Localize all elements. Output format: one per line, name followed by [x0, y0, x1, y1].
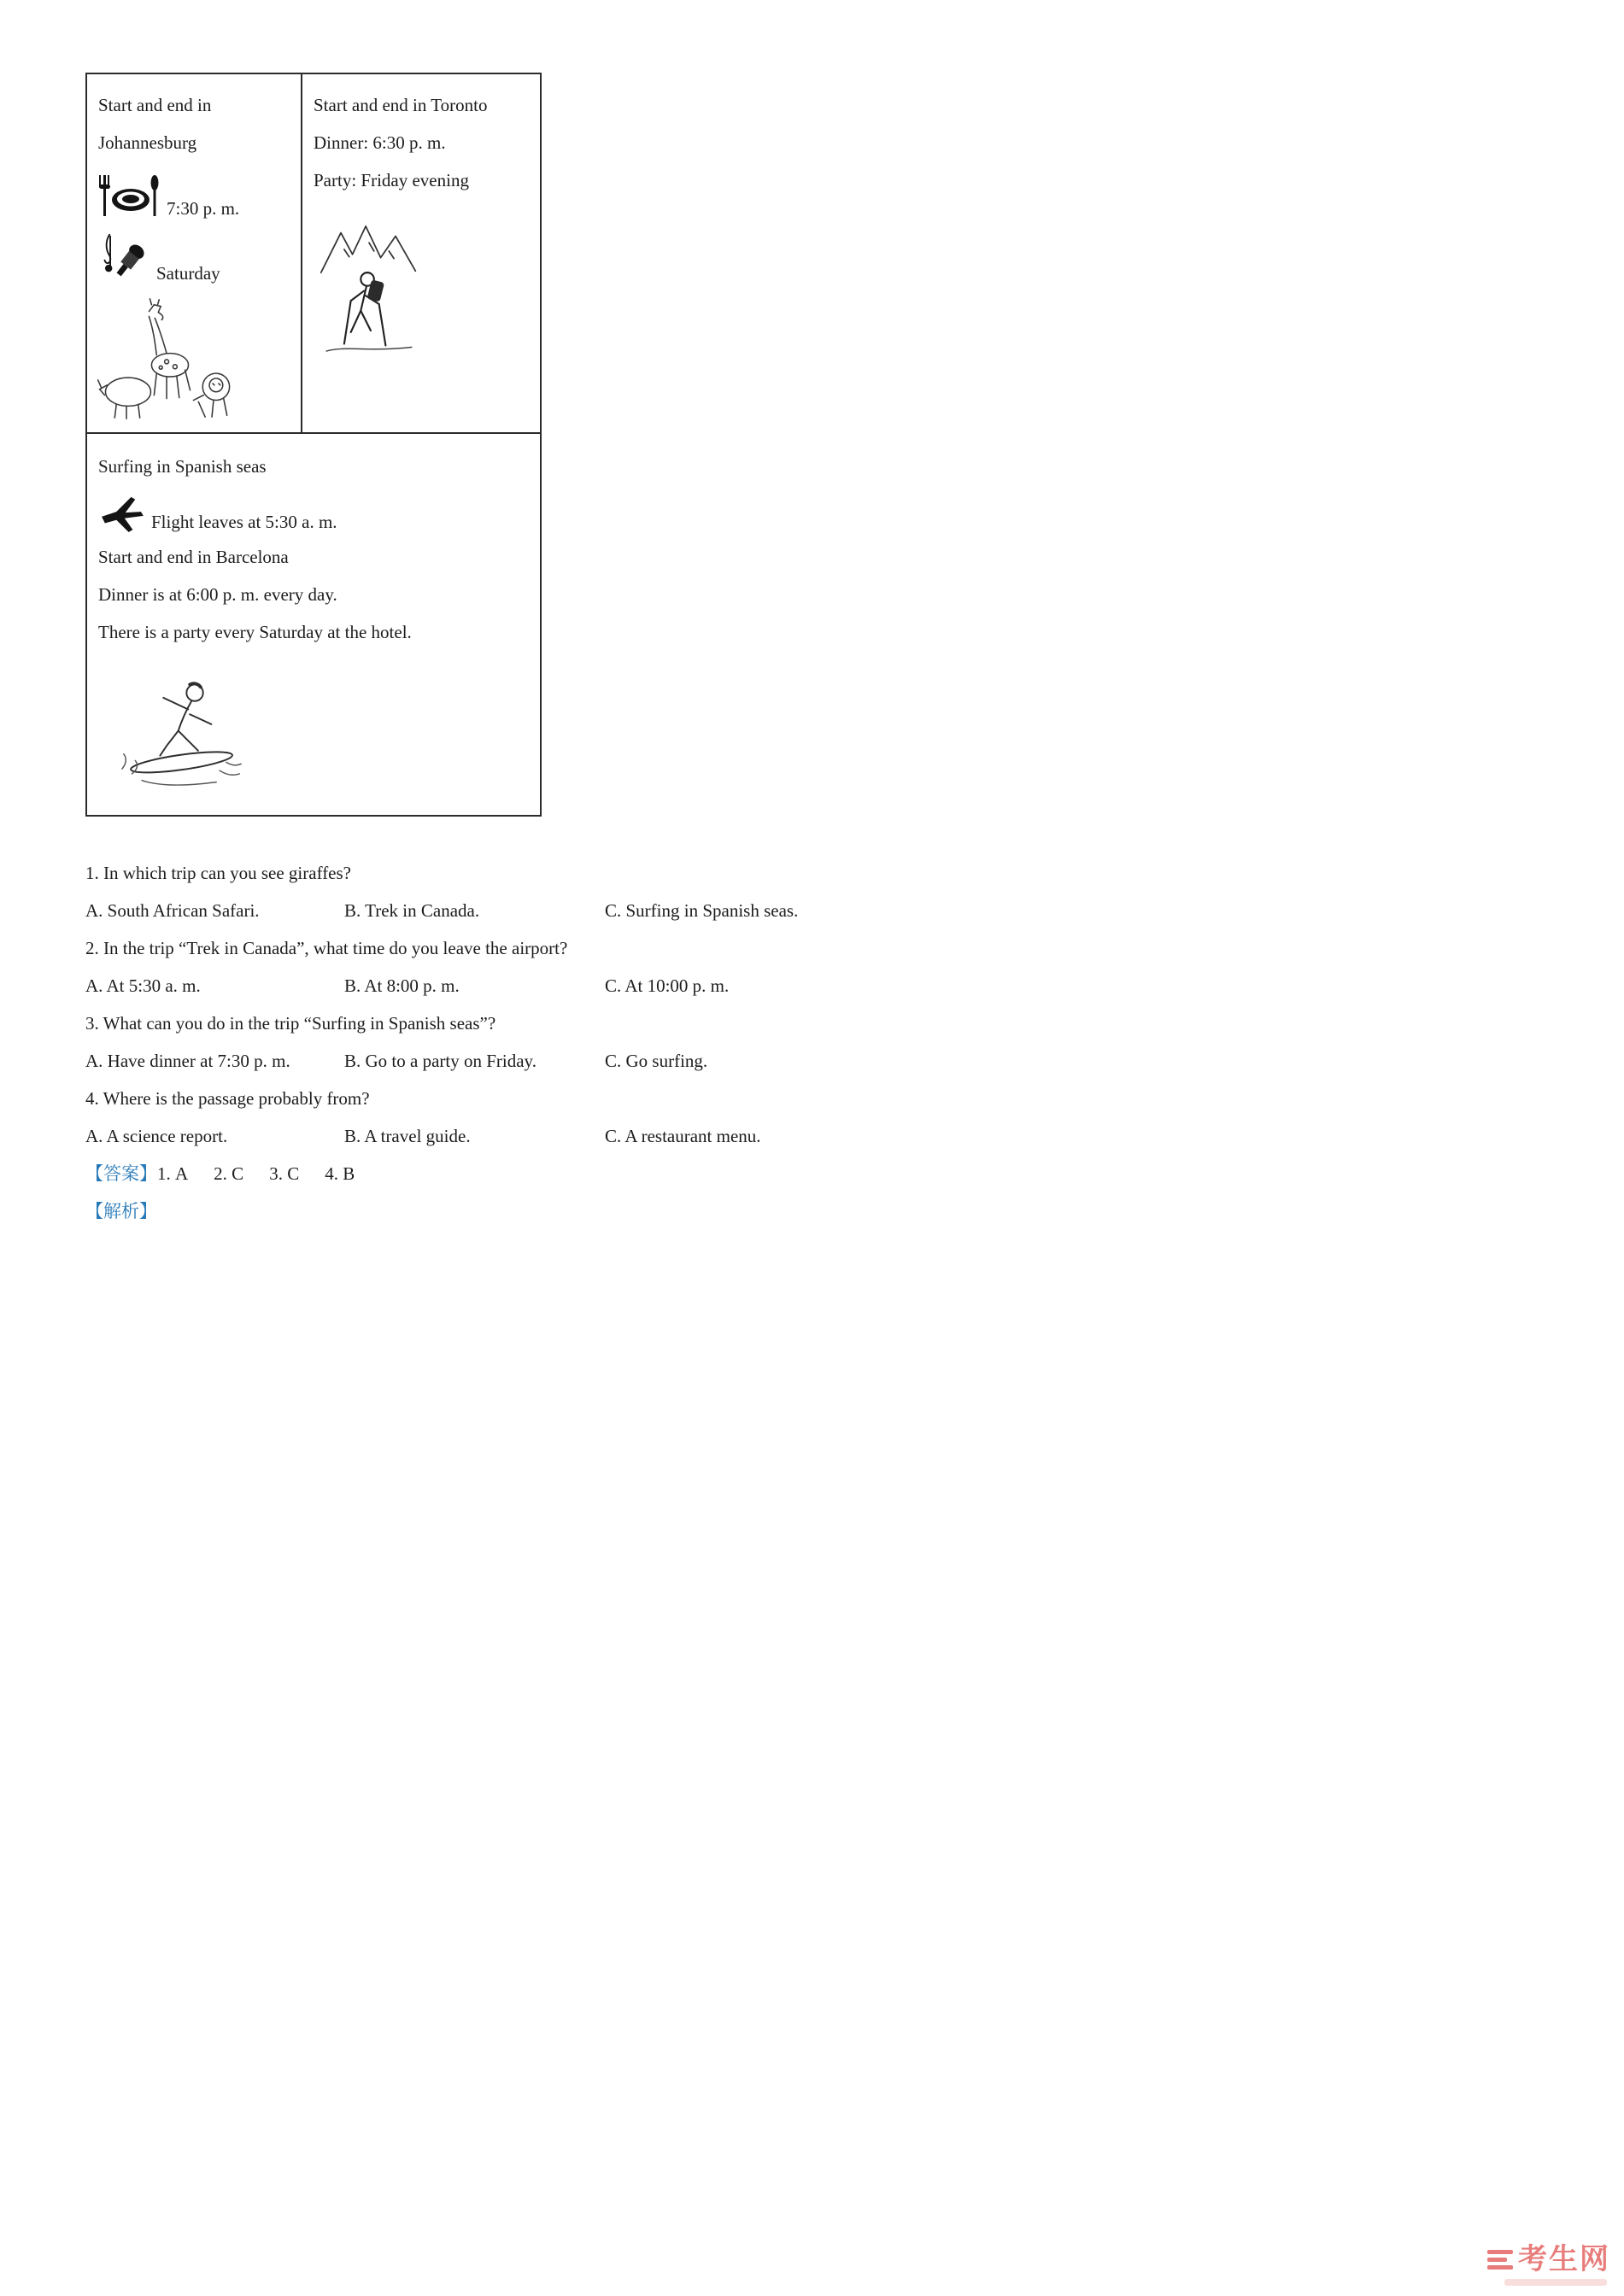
question-4: 4. Where is the passage probably from? — [85, 1088, 370, 1109]
q1-option-b: B. Trek in Canada. — [344, 900, 480, 921]
safari-start-line-2: Johannesburg — [98, 132, 197, 153]
q1-option-a: A. South African Safari. — [85, 900, 260, 921]
dinner-plate-icon — [98, 172, 160, 220]
safari-dinner-row — [98, 172, 290, 220]
q2-option-b: B. At 8:00 p. m. — [344, 975, 460, 996]
watermark-logo-icon — [1487, 2246, 1513, 2272]
question-3-options — [85, 1042, 1025, 1080]
analysis-line — [85, 1192, 1025, 1230]
watermark-subtext-bar — [1504, 2279, 1607, 2286]
surf-dinner-line: Dinner is at 6:00 p. m. every day. — [98, 584, 337, 605]
trek-start-line: Start and end in Toronto — [314, 95, 488, 115]
answer-1: 1. A — [157, 1163, 189, 1184]
surf-party-line: There is a party every Saturday at the hotel. — [98, 622, 412, 642]
answer-3: 3. C — [269, 1163, 300, 1184]
q3-option-b: B. Go to a party on Friday. — [344, 1051, 536, 1071]
q2-option-c: C. At 10:00 p. m. — [605, 975, 730, 996]
surf-title: Surfing in Spanish seas — [98, 456, 267, 477]
question-1-options — [85, 892, 1025, 929]
q4-option-c: C. A restaurant menu. — [605, 1126, 761, 1146]
q3-option-c: C. Go surfing. — [605, 1051, 708, 1071]
q1-option-c: C. Surfing in Spanish seas. — [605, 900, 799, 921]
safari-animals-illustration — [95, 293, 290, 423]
safari-party-day: Saturday — [156, 263, 220, 284]
q2-option-a: A. At 5:30 a. m. — [85, 975, 201, 996]
answer-label: 【答案】 — [85, 1163, 157, 1184]
surf-flight-line: Flight leaves at 5:30 a. m. — [151, 512, 337, 532]
question-4-options — [85, 1117, 1025, 1155]
hiker-mountains-illustration — [319, 221, 529, 358]
site-watermark — [1487, 2245, 1610, 2274]
trip-table-row-1 — [87, 74, 540, 432]
question-1: 1. In which trip can you see giraffes? — [85, 863, 352, 883]
q4-option-b: B. A travel guide. — [344, 1126, 471, 1146]
questions-section — [85, 854, 1025, 1230]
question-2-options — [85, 967, 1025, 1004]
surfer-illustration — [102, 670, 529, 798]
surf-start-line: Start and end in Barcelona — [98, 547, 289, 567]
surf-flight-row — [98, 495, 529, 533]
safari-dinner-time: 7:30 p. m. — [167, 198, 240, 219]
answer-2: 2. C — [214, 1163, 244, 1184]
trek-dinner-line: Dinner: 6:30 p. m. — [314, 132, 446, 153]
analysis-label: 【解析】 — [85, 1201, 157, 1221]
watermark-text: 考生网 — [1518, 2243, 1610, 2276]
answer-4: 4. B — [325, 1163, 355, 1184]
question-2: 2. In the trip “Trek in Canada”, what time do you leave the airport? — [85, 938, 568, 958]
music-microphone-icon — [98, 230, 150, 284]
trek-party-line: Party: Friday evening — [314, 170, 469, 190]
trip-table — [85, 73, 542, 817]
answer-line — [85, 1155, 1025, 1192]
safari-start-line-1: Start and end in — [98, 95, 212, 115]
q3-option-a: A. Have dinner at 7:30 p. m. — [85, 1051, 290, 1071]
question-3: 3. What can you do in the trip “Surfing in Spanish seas”? — [85, 1013, 496, 1034]
cell-surf — [87, 432, 540, 815]
cell-safari — [87, 74, 302, 432]
cell-trek — [302, 74, 540, 432]
page-content — [85, 73, 1555, 1230]
safari-party-row — [98, 230, 290, 284]
airplane-icon — [98, 495, 144, 533]
q4-option-a: A. A science report. — [85, 1126, 228, 1146]
